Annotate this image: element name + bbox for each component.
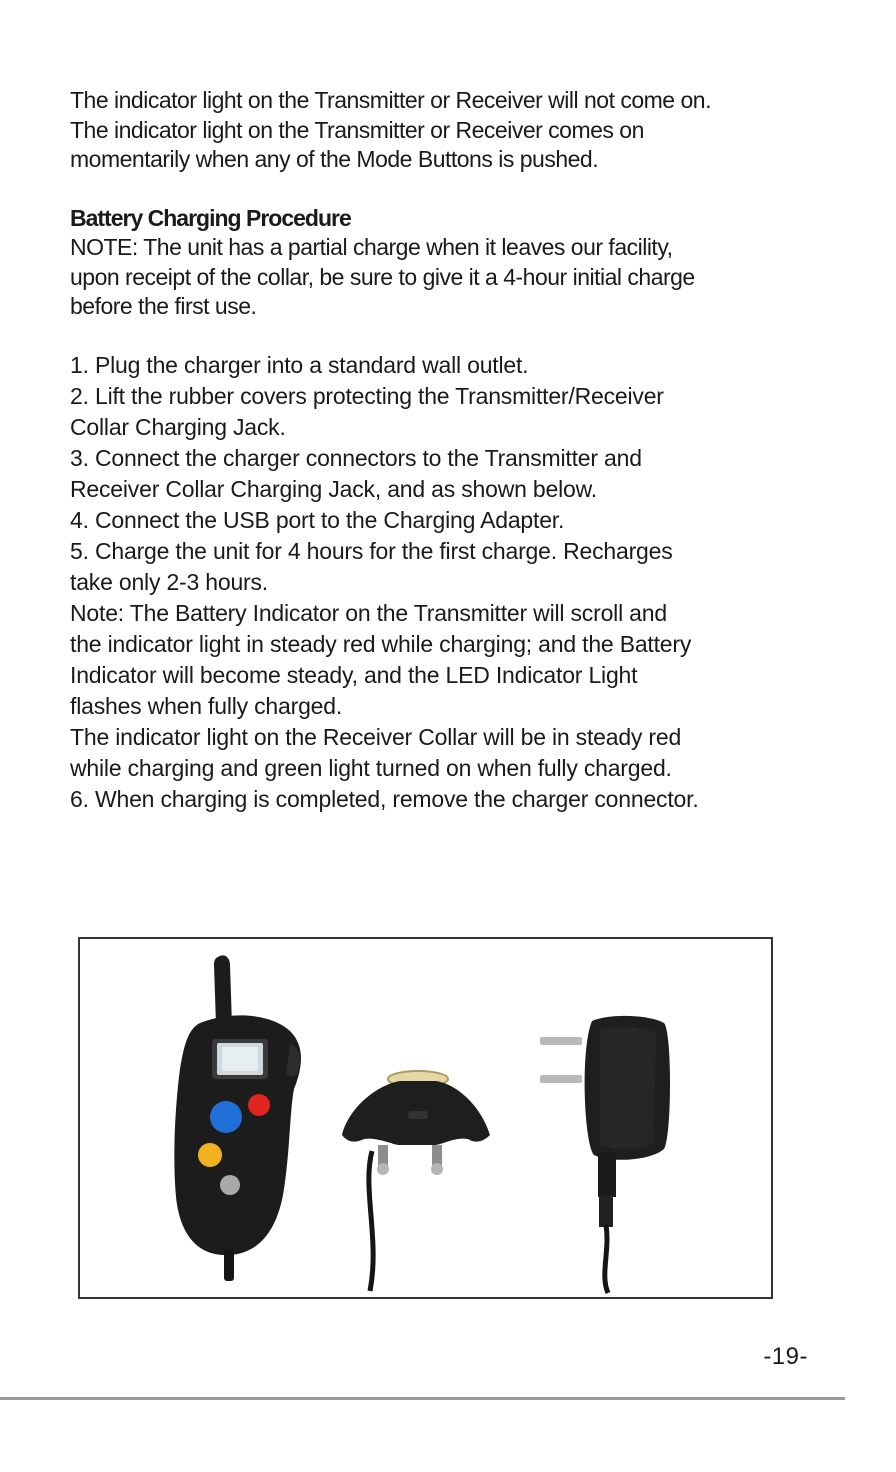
- step-line-15: 6. When charging is completed, remove the charger connector.: [70, 786, 699, 812]
- note-line-2: upon receipt of the collar, be sure to give it a 4-hour initial charge: [70, 263, 695, 290]
- step-line-6: 4. Connect the USB port to the Charging Adapter.: [70, 507, 565, 533]
- step-line-2: 2. Lift the rubber covers protecting the Transmitter/Receiver: [70, 383, 664, 409]
- step-line-1: 1. Plug the charger into a standard wall outlet.: [70, 352, 529, 378]
- indicator-paragraph: [70, 86, 830, 175]
- product-illustration: [80, 939, 771, 1297]
- step-line-5: Receiver Collar Charging Jack, and as shown below.: [70, 476, 597, 502]
- product-photo: [78, 937, 773, 1299]
- indicator-line-2: The indicator light on the Transmitter or Receiver comes on: [70, 116, 644, 143]
- step-line-11: Indicator will become steady, and the LED Indicator Light: [70, 662, 638, 688]
- charging-adapter-image: [540, 1016, 670, 1293]
- step-line-13: The indicator light on the Receiver Collar will be in steady red: [70, 724, 682, 750]
- indicator-line-1: The indicator light on the Transmitter or Receiver will not come on.: [70, 87, 711, 113]
- step-line-4: 3. Connect the charger connectors to the Transmitter and: [70, 445, 642, 471]
- charging-section: [70, 204, 830, 322]
- step-line-10: the indicator light in steady red while charging; and the Battery: [70, 631, 692, 657]
- step-line-7: 5. Charge the unit for 4 hours for the first charge. Recharges: [70, 538, 673, 564]
- receiver-collar-image: [342, 1071, 490, 1291]
- step-line-8: take only 2-3 hours.: [70, 569, 269, 595]
- step-line-14: while charging and green light turned on when fully charged.: [70, 755, 672, 781]
- step-line-3: Collar Charging Jack.: [70, 414, 286, 440]
- indicator-line-3: momentarily when any of the Mode Buttons is pushed.: [70, 146, 599, 172]
- section-heading: Battery Charging Procedure: [70, 205, 351, 231]
- footer-rule: [0, 1397, 845, 1400]
- page-number: -19-: [763, 1343, 808, 1370]
- steps-list: [70, 350, 830, 815]
- note-line-3: before the first use.: [70, 293, 257, 319]
- step-line-12: flashes when fully charged.: [70, 693, 343, 719]
- transmitter-image: [174, 955, 301, 1281]
- note-line-1: NOTE: The unit has a partial charge when it leaves our facility,: [70, 234, 673, 260]
- step-line-9: Note: The Battery Indicator on the Transmitter will scroll and: [70, 600, 667, 626]
